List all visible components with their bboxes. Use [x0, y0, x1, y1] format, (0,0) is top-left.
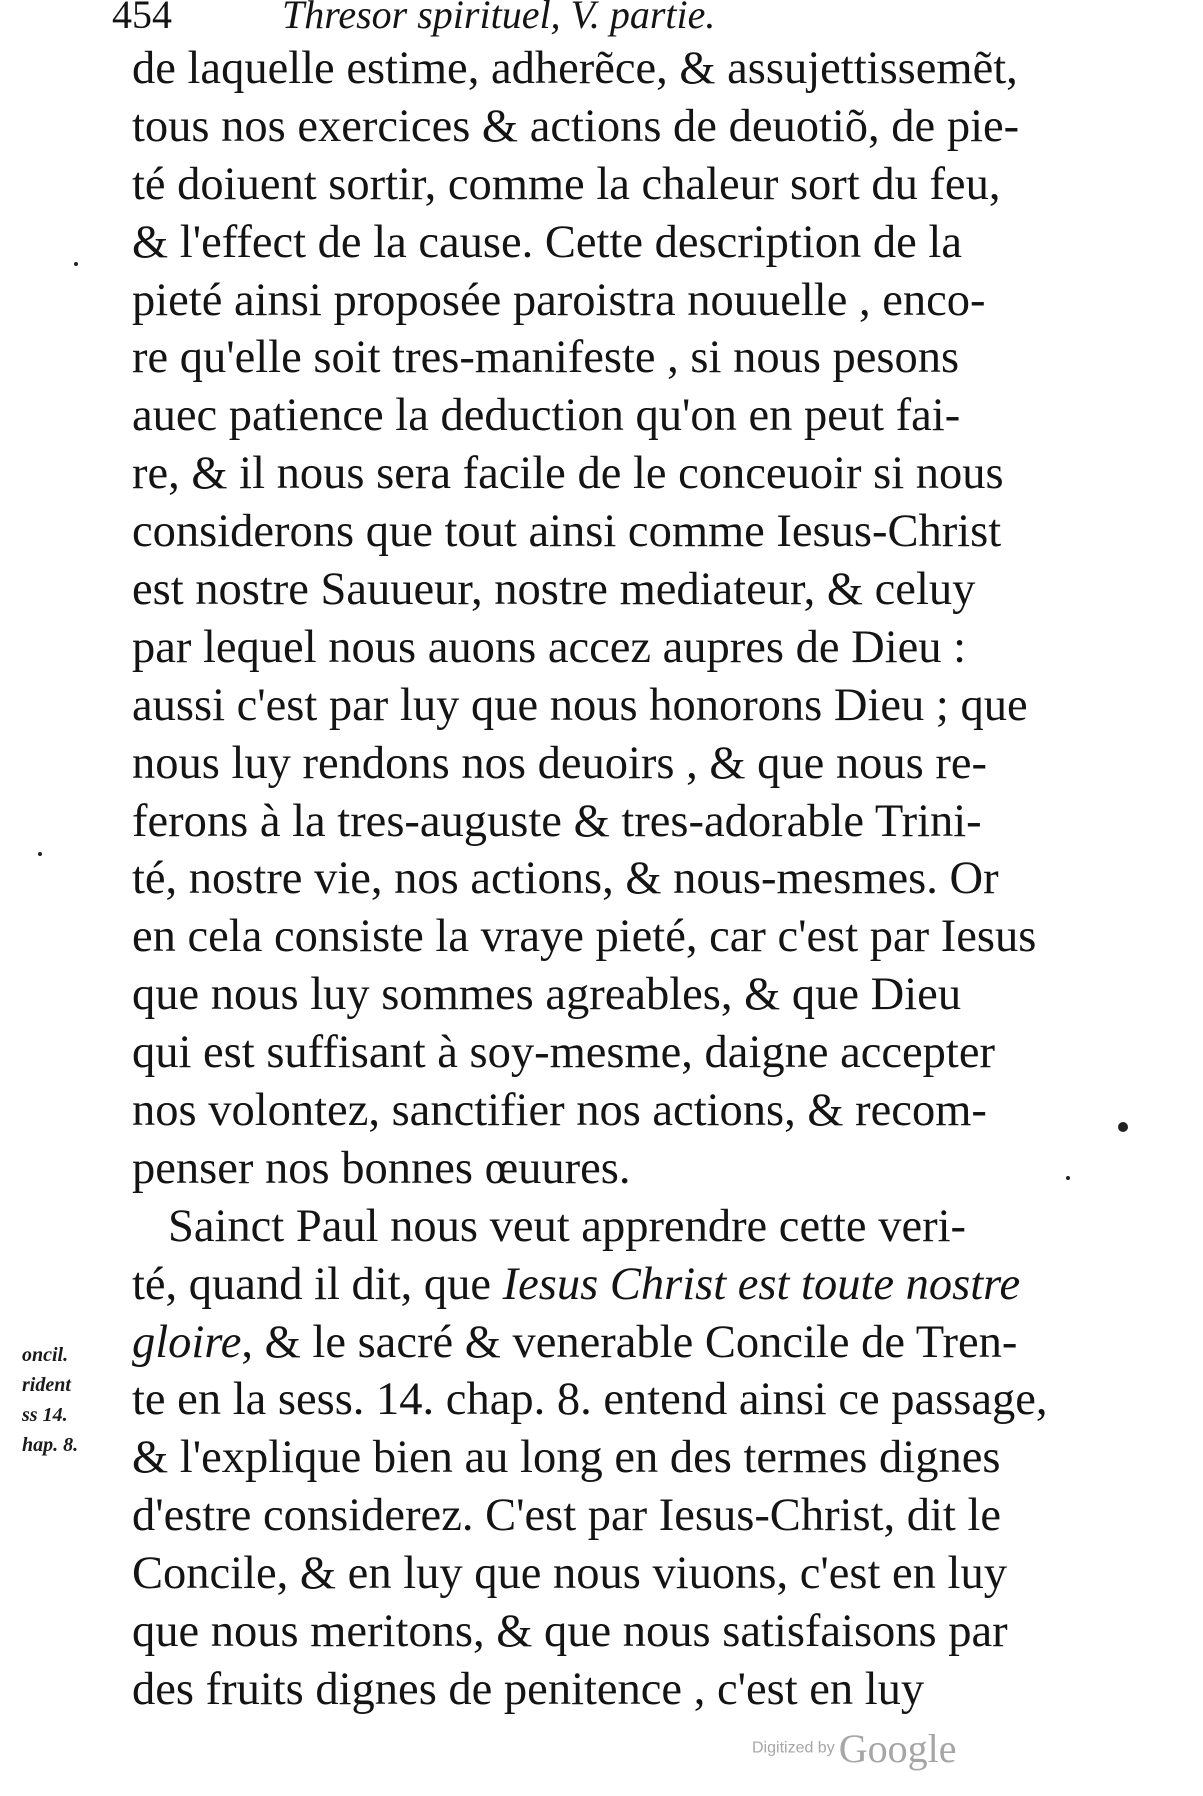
text-line: aussi c'est par luy que nous honorons Dieu ; que: [132, 679, 1028, 731]
text-line: & l'explique bien au long en des termes dignes: [132, 1432, 1001, 1484]
margin-note: [22, 1340, 122, 1460]
margin-note-line: hap. 8.: [22, 1434, 79, 1456]
text-line: considerons que tout ainsi comme Iesus-Christ: [132, 506, 1002, 558]
text-line: en cela consiste la vraye pieté, car c'est par Iesus: [132, 911, 1037, 963]
text-line: qui est suffisant à soy-mesme, daigne accepter: [132, 1027, 995, 1079]
text-line: nous luy rendons nos deuoirs , & que nous re-: [132, 737, 987, 789]
text-line: Concile, & en luy que nous viuons, c'est en luy: [132, 1548, 1007, 1600]
italic-quote: gloire: [132, 1316, 242, 1368]
text-line: que nous meritons, & que nous satisfaisons par: [132, 1606, 1008, 1658]
google-logo: Google: [838, 1726, 957, 1771]
page-number: 454: [112, 0, 172, 37]
running-head: [112, 0, 892, 40]
text-line: & l'effect de la cause. Cette description de la: [132, 216, 962, 268]
text-line: ferons à la tres-auguste & tres-adorable Trini-: [132, 795, 982, 847]
text-segment: , & le sacré & venerable Concile de Tren-: [241, 1316, 1018, 1368]
text-line: té doiuent sortir, comme la chaleur sort du feu,: [132, 158, 1001, 210]
watermark-prefix: Digitized by: [752, 1739, 835, 1757]
ink-speck: [1118, 1122, 1128, 1132]
margin-note-line: oncil.: [22, 1344, 69, 1366]
text-line: re qu'elle soit tres-manifeste , si nous pesons: [132, 332, 960, 384]
text-line-with-italic: [132, 1314, 1100, 1372]
text-line: que nous luy sommes agreables, & que Dieu: [132, 969, 962, 1021]
running-title: Thresor spirituel, V. partie.: [282, 0, 716, 37]
ink-speck: [38, 852, 42, 856]
paragraph-start-line: Sainct Paul nous veut apprendre cette veri-: [168, 1200, 966, 1252]
ink-speck: [74, 262, 78, 266]
text-line: re, & il nous sera facile de le conceuoir si nous: [132, 448, 1004, 500]
text-line: d'estre considerez. C'est par Iesus-Christ, dit le: [132, 1490, 1002, 1542]
text-line: penser nos bonnes œuures.: [132, 1142, 631, 1194]
text-line: des fruits dignes de penitence , c'est en luy: [132, 1663, 925, 1715]
text-line: té, nostre vie, nos actions, & nous-mesmes. Or: [132, 853, 999, 905]
ink-speck: [1066, 1176, 1070, 1180]
text-line: est nostre Sauueur, nostre mediateur, & celuy: [132, 564, 976, 616]
text-line: nos volontez, sanctifier nos actions, & recom-: [132, 1085, 987, 1137]
text-line: de laquelle estime, adherẽce, & assujettissemẽt,: [132, 43, 1018, 94]
italic-quote: Iesus Christ est toute nostre: [502, 1258, 1021, 1310]
text-line: par lequel nous auons accez aupres de Dieu :: [132, 621, 967, 673]
text-line-with-italic: [132, 1256, 1100, 1314]
margin-note-line: rident: [22, 1374, 71, 1396]
body-text: [132, 40, 1100, 1719]
margin-note-line: ss 14.: [22, 1404, 68, 1426]
digitization-watermark: [752, 1725, 1012, 1775]
text-segment: té, quand il dit, que: [132, 1258, 503, 1310]
text-line: auec patience la deduction qu'on en peut fai-: [132, 390, 961, 442]
text-line: tous nos exercices & actions de deuotiõ, de pie-: [132, 100, 1020, 152]
text-line: te en la sess. 14. chap. 8. entend ainsi ce passage,: [132, 1374, 1048, 1426]
text-line: pieté ainsi proposée paroistra nouuelle , enco-: [132, 274, 986, 326]
